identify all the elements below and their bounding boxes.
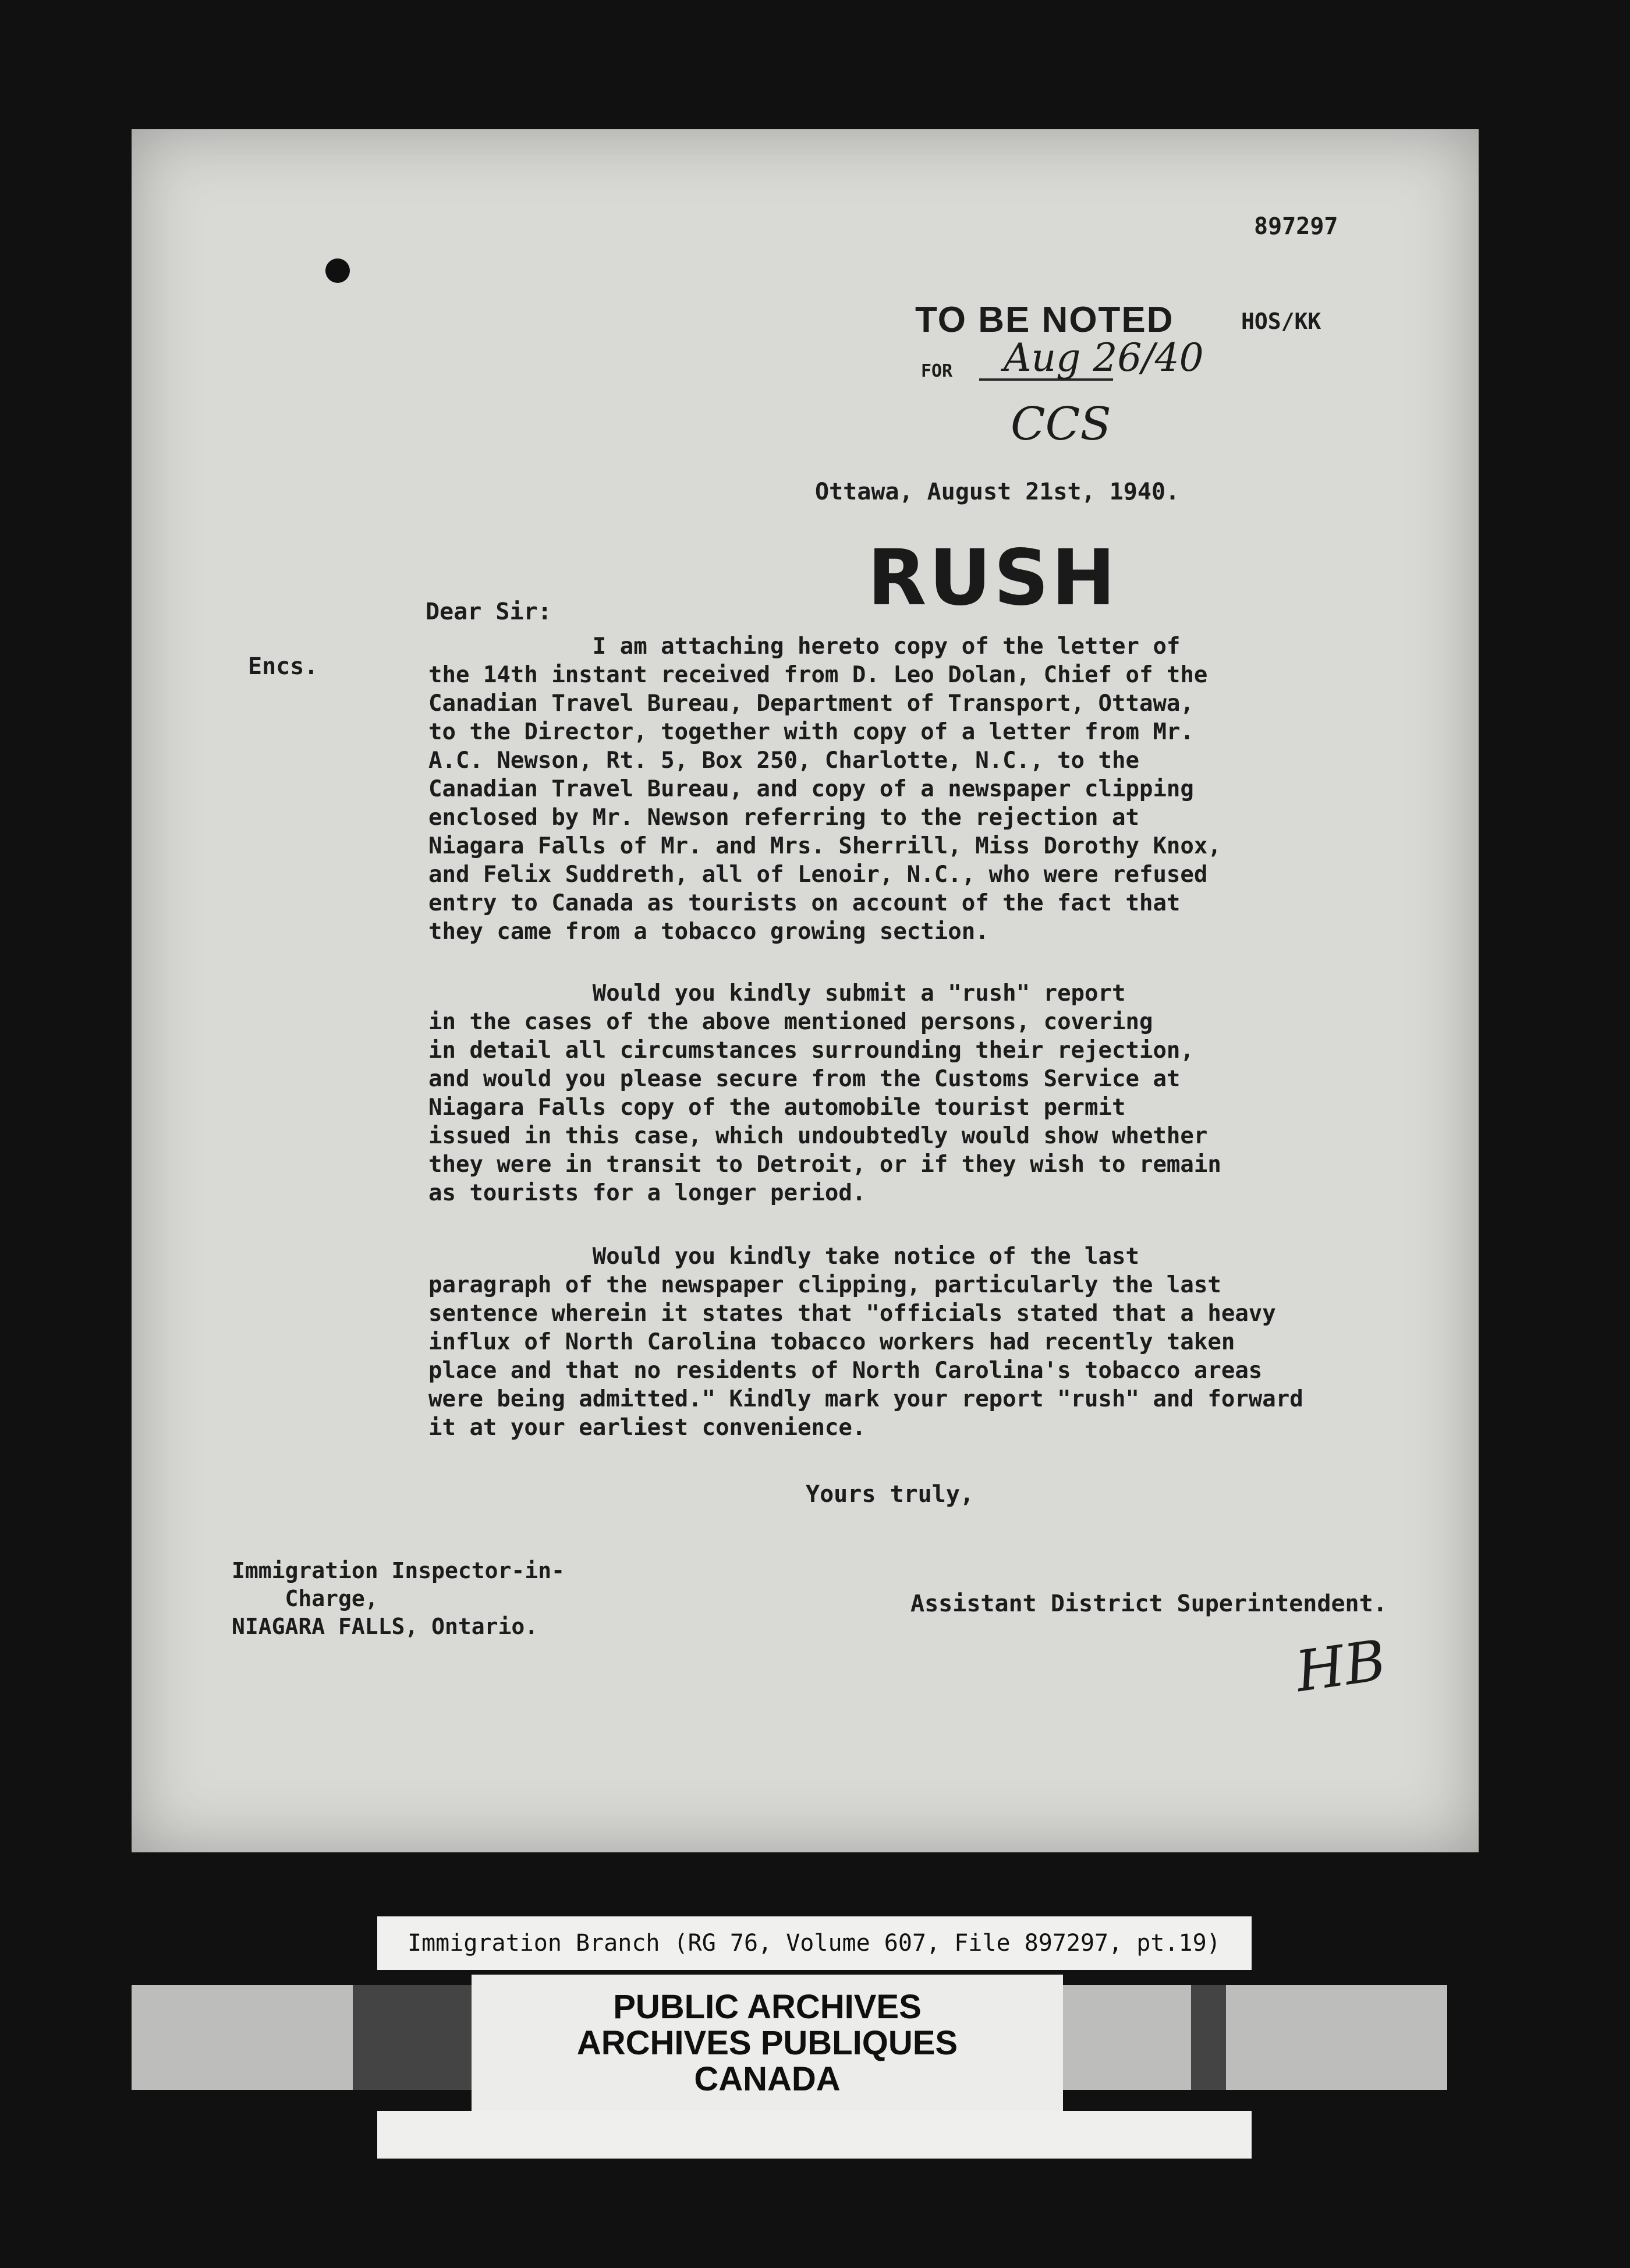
text-line: Would you kindly submit a "rush" report (428, 980, 1126, 1007)
text-line: and Felix Suddreth, all of Lenoir, N.C., who were refused (428, 862, 1208, 888)
addressee-block (232, 1557, 565, 1640)
handwritten-initials: CCS (1011, 398, 1111, 451)
text-line: issued in this case, which undoubtedly would show whether (428, 1123, 1208, 1149)
text-line: Canadian Travel Bureau, Department of Transport, Ottawa, (428, 690, 1194, 717)
addressee-line: NIAGARA FALLS, Ontario. (232, 1614, 538, 1639)
text-line: in detail all circumstances surrounding their rejection, (428, 1037, 1194, 1064)
file-number: 897297 (1254, 213, 1338, 240)
enclosure-note: Encs. (248, 653, 318, 680)
text-line: were being admitted." Kindly mark your report "rush" and forward (428, 1386, 1303, 1412)
rush-stamp: RUSH (867, 533, 1118, 623)
text-line: it at your earliest convenience. (428, 1415, 866, 1441)
body-paragraph-3 (428, 1242, 1418, 1442)
text-line: in the cases of the above mentioned persons, covering (428, 1009, 1153, 1035)
film-block (1063, 1985, 1191, 2090)
text-line: the 14th instant received from D. Leo Dolan, Chief of the (428, 662, 1208, 688)
blank-label-strip (377, 2111, 1252, 2159)
archive-reference-label: Immigration Branch (RG 76, Volume 607, File 897297, pt.19) (377, 1916, 1252, 1970)
text-line: A.C. Newson, Rt. 5, Box 250, Charlotte, N.C., to the (428, 747, 1139, 774)
closing: Yours truly, (806, 1481, 974, 1508)
addressee-line: Charge, (232, 1586, 378, 1611)
text-line: sentence wherein it states that "officials stated that a heavy (428, 1300, 1276, 1327)
to-be-noted-stamp: TO BE NOTED (915, 300, 1174, 340)
text-line: Niagara Falls copy of the automobile tourist permit (428, 1094, 1126, 1121)
text-line: enclosed by Mr. Newson referring to the rejection at (428, 805, 1139, 831)
archives-line-country: CANADA (694, 2060, 841, 2098)
body-paragraph-1 (428, 632, 1418, 946)
text-line: as tourists for a longer period. (428, 1180, 866, 1206)
letter-page (132, 129, 1479, 1852)
body-paragraph-2 (428, 979, 1418, 1207)
text-line: to the Director, together with copy of a letter from Mr. (428, 719, 1194, 745)
film-block (1226, 1985, 1447, 2090)
text-line: Would you kindly take notice of the last (428, 1243, 1139, 1270)
text-line: place and that no residents of North Carolina's tobacco areas (428, 1358, 1263, 1384)
punch-hole (325, 258, 350, 283)
text-line: they were in transit to Detroit, or if they wish to remain (428, 1151, 1221, 1178)
text-line: entry to Canada as tourists on account of the fact that (428, 890, 1181, 916)
film-block (132, 1985, 353, 2090)
text-line: Canadian Travel Bureau, and copy of a newspaper clipping (428, 776, 1194, 802)
text-line: influx of North Carolina tobacco workers had recently taken (428, 1329, 1235, 1355)
public-archives-stamp (472, 1975, 1063, 2112)
archives-line-english: PUBLIC ARCHIVES (613, 1988, 922, 2026)
text-line: I am attaching hereto copy of the letter of (428, 633, 1181, 660)
handwritten-signature: HB (1291, 1627, 1390, 1705)
reference-code: HOS/KK (1241, 309, 1321, 334)
forward-label: FOR (921, 361, 953, 381)
text-line: they came from a tobacco growing section. (428, 919, 989, 945)
text-line: and would you please secure from the Customs Service at (428, 1066, 1181, 1092)
salutation: Dear Sir: (426, 598, 552, 625)
addressee-line: Immigration Inspector-in- (232, 1558, 565, 1583)
archives-line-french: ARCHIVES PUBLIQUES (576, 2024, 958, 2062)
text-line: Niagara Falls of Mr. and Mrs. Sherrill, Miss Dorothy Knox, (428, 833, 1221, 859)
date-line: Ottawa, August 21st, 1940. (815, 479, 1180, 505)
signature-title: Assistant District Superintendent. (910, 1590, 1387, 1617)
handwritten-date: Aug 26/40 (1004, 335, 1204, 380)
text-line: paragraph of the newspaper clipping, particularly the last (428, 1272, 1221, 1298)
